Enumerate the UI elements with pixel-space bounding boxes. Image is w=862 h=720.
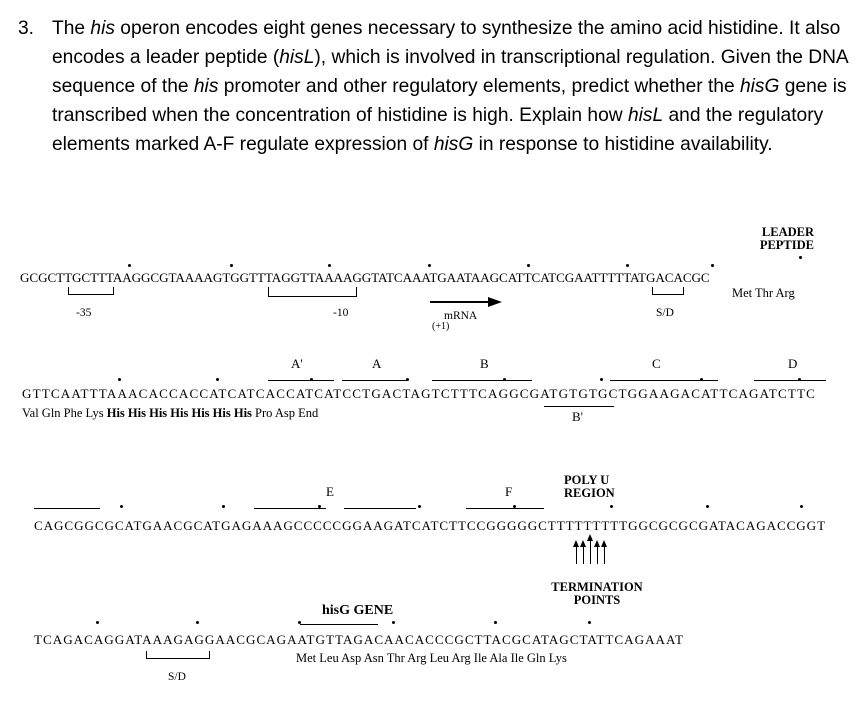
gene-name-italic: hisG — [739, 76, 780, 97]
marker-dot — [626, 264, 629, 267]
marker-dot — [196, 621, 199, 624]
leader-header-line2: PEPTIDE — [759, 238, 814, 252]
leader-peptide-header — [740, 226, 814, 252]
termination-arrow-icon — [576, 546, 577, 564]
marker-dot — [800, 505, 803, 508]
gene-name-italic: hisL — [279, 47, 315, 68]
marker-dot — [700, 378, 703, 381]
sd2-bracket — [146, 651, 210, 659]
termination-arrow-icon — [583, 546, 584, 564]
question-text-segment: ), which is involved in transcriptional regulation. Given the DNA sequence of the — [52, 47, 848, 97]
marker-dot — [527, 264, 530, 267]
termination-arrow-icon — [590, 540, 591, 564]
termination-arrow-icon — [597, 546, 598, 564]
minus10-tick — [356, 287, 357, 297]
aa-normal-a: Val Gln Phe Lys — [22, 406, 107, 420]
marker-dot — [310, 378, 313, 381]
leader-aa-sequence: Met Thr Arg — [732, 286, 795, 300]
marker-dot — [706, 505, 709, 508]
mrna-start-arrow-icon — [430, 296, 502, 308]
question-text-segment: and the regulatory elements marked A-F regulate expression of — [52, 105, 824, 155]
poly-u-line2: REGION — [564, 486, 615, 500]
leader-peptide-aa-sequence — [22, 406, 318, 421]
label-b-prime: B' — [572, 409, 584, 424]
dna-sequence-line-4: TCAGACAGGATAAAGAGGAACGCAGAATGTTAGACAACACCCGCTTACGCATAGCTATTCAGAAAT — [34, 632, 684, 647]
dna-sequence-line-3: CAGCGGCGCATGAACGCATGAGAAAGCCCCCGGAAGATCATCTTCCGGGGGCTTTTTTTTTGGCGCGCGATACAGACCGGT — [34, 518, 826, 533]
termination-line2: POINTS — [573, 593, 621, 607]
marker-dot — [610, 505, 613, 508]
region-a-prime-bar — [268, 380, 334, 381]
dna-sequence-line-1: GCGCTTGCTTTAAGGCGTAAAAGTGGTTTAGGTTAAAAGGTATCAAATGAATAAGCATTCATCGAATTTTTATGACACGC — [20, 270, 710, 285]
minus35-bracket — [68, 287, 114, 295]
marker-dot — [503, 378, 506, 381]
gene-name-italic: his — [90, 18, 115, 39]
marker-dot — [600, 378, 603, 381]
marker-dot — [120, 505, 123, 508]
marker-dot — [318, 505, 321, 508]
marker-dot — [494, 621, 497, 624]
label-b: B — [480, 356, 489, 371]
marker-dot — [406, 378, 409, 381]
hisg-aa-sequence: Met Leu Asp Asn Thr Arg Leu Arg Ile Ala Ile Gln Lys — [296, 651, 567, 665]
termination-arrow-icon — [604, 546, 605, 564]
leader-header-line1: LEADER — [761, 225, 814, 239]
termination-arrowhead-icon — [594, 540, 600, 547]
marker-dot — [96, 621, 99, 624]
termination-arrowhead-icon — [601, 540, 607, 547]
marker-dot — [798, 378, 801, 381]
region-d-bar — [754, 380, 826, 381]
marker-dot — [588, 621, 591, 624]
marker-dot — [298, 621, 301, 624]
region-b-prime-bar — [544, 406, 614, 407]
region-e2-bar — [344, 508, 416, 509]
marker-dot — [118, 378, 121, 381]
sd1-bracket — [652, 287, 684, 295]
mrna-label: mRNA — [444, 310, 478, 322]
label-c: C — [652, 356, 661, 371]
marker-dot — [418, 505, 421, 508]
marker-dot — [328, 264, 331, 267]
label-a-prime: A' — [291, 356, 303, 371]
label-d: D — [788, 356, 798, 371]
marker-dot — [428, 264, 431, 267]
question-text-segment: promoter and other regulatory elements, predict whether the — [218, 76, 740, 97]
minus35-label: -35 — [76, 307, 92, 319]
dna-sequence-line-2: GTTCAATTTAAACACCACCATCATCACCATCATCCTGACTAGTCTTTCAGGCGATGTGTGCTGGAAGACATTCAGATCTTC — [22, 386, 816, 401]
gene-name-italic: his — [193, 76, 219, 97]
minus10-bar — [268, 296, 356, 297]
plus1-label: (+1) — [432, 321, 450, 332]
minus10-label: -10 — [333, 307, 349, 319]
question-text-segment: The — [52, 18, 91, 39]
region-a-bar — [342, 380, 408, 381]
region-left-bar — [34, 508, 100, 509]
poly-u-region-label — [564, 474, 615, 500]
region-f-bar — [466, 508, 544, 509]
label-f: F — [505, 484, 513, 499]
label-a: A — [372, 356, 382, 371]
label-e: E — [326, 484, 334, 499]
marker-dot — [513, 505, 516, 508]
termination-arrowhead-icon — [587, 534, 593, 541]
hisg-gene-label: hisG GENE — [322, 603, 394, 618]
marker-dot — [222, 505, 225, 508]
region-e-bar — [254, 508, 326, 509]
gene-name-italic: hisG — [433, 134, 474, 155]
termination-arrowhead-icon — [573, 540, 579, 547]
termination-line1: TERMINATION — [551, 580, 643, 594]
question-number: 3. — [18, 18, 35, 39]
hisg-start-bar — [300, 624, 378, 625]
aa-normal-b: Pro Asp End — [251, 406, 319, 420]
gene-name-italic: hisL — [627, 105, 664, 126]
question-text-segment: gene is transcribed when the concentration of histidine is high. Explain how — [52, 76, 847, 126]
marker-dot — [216, 378, 219, 381]
termination-arrowhead-icon — [580, 540, 586, 547]
marker-dot — [230, 264, 233, 267]
marker-dot — [392, 621, 395, 624]
question-text-segment: in response to histidine availability. — [473, 134, 773, 155]
aa-histidine-run: His His His His His His His — [106, 406, 252, 420]
marker-dot — [711, 264, 714, 267]
region-b-bar — [432, 380, 532, 381]
marker-dot — [799, 256, 802, 259]
sd2-label: S/D — [168, 671, 186, 683]
sd1-label: S/D — [656, 307, 674, 319]
marker-dot — [128, 264, 131, 267]
poly-u-line1: POLY U — [564, 473, 610, 487]
termination-points-label — [548, 581, 646, 607]
question-text-segment: operon encodes eight genes necessary to synthesize the amino acid histidine. It also encodes a leader peptide ( — [52, 18, 841, 68]
